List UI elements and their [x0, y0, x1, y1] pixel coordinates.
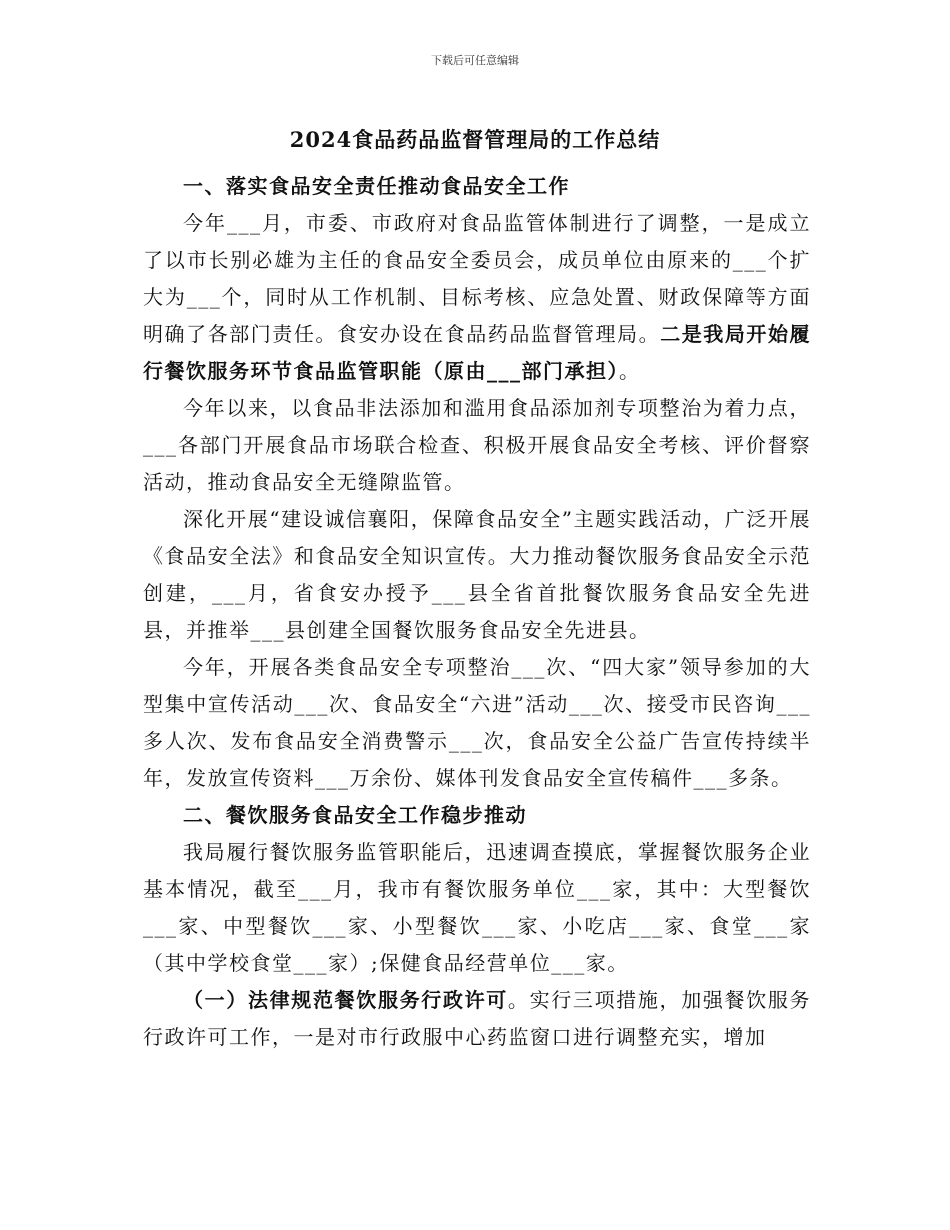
document-body [143, 168, 811, 1056]
paragraph: 我局履行餐饮服务监管职能后，迅速调查摸底，掌握餐饮服务企业基本情况，截至___月，我市有餐饮服务单位___家，其中：大型餐饮___家、中型餐饮___家、小型餐饮___家、小吃店___家、食堂___家（其中学校食堂___家）;保健食品经营单位___家。 [143, 840, 811, 975]
paragraph: 深化开展“建设诚信襄阳，保障食品安全”主题实践活动，广泛开展《食品安全法》和食品安全知识宣传。大力推动餐饮服务食品安全示范创建，___月，省食安办授予___县全省首批餐饮服务食品安全先进县，并推举___县创建全国餐饮服务食品安全先进县。 [143, 507, 811, 642]
section-2-heading: 二、餐饮服务食品安全工作稳步推动 [183, 803, 527, 827]
paragraph-text: 今年___月，市委、市政府对食品监管体制进行了调整，一是成立了以市长别必雄为主任的食品安全委员会，成员单位由原来的___个扩大为___个，同时从工作机制、目标考核、应急处置、财政保障等方面明确了各部门责任。食安办设在食品药品监督管理局。 [143, 211, 811, 346]
paragraph: 今年以来，以食品非法添加和滥用食品添加剂专项整治为着力点，___各部门开展食品市场联合检查、积极开展食品安全考核、评价督察活动，推动食品安全无缝隙监管。 [143, 396, 811, 494]
page-title: 2024食品药品监督管理局的工作总结 [289, 127, 661, 152]
paragraph-bold-text: （一）法律规范餐饮服务行政许可 [183, 988, 508, 1012]
section-1-heading: 一、落实食品安全责任推动食品安全工作 [183, 174, 570, 198]
paragraph [143, 982, 811, 1056]
header-note: 下载后可任意编辑 [431, 54, 519, 67]
paragraph [143, 205, 811, 390]
paragraph-text: 。实行三项措施，加强餐饮服务行政许可工作，一是对市行政服中心药监窗口进行调整充实，增加 [143, 988, 812, 1049]
paragraph: 今年，开展各类食品安全专项整治___次、“四大家”领导参加的大型集中宣传活动___次、食品安全“六进”活动___次、接受市民咨询___多人次、发布食品安全消费警示___次，食品安全公益广告宣传持续半年，发放宣传资料___万余份、媒体刊发食品安全宣传稿件___多条。 [143, 655, 811, 790]
paragraph-bold-text: 二是我局开始履行餐饮服务环节食品监管职能（原由___部门承担） [143, 322, 812, 383]
paragraph-text: 。 [619, 359, 641, 383]
